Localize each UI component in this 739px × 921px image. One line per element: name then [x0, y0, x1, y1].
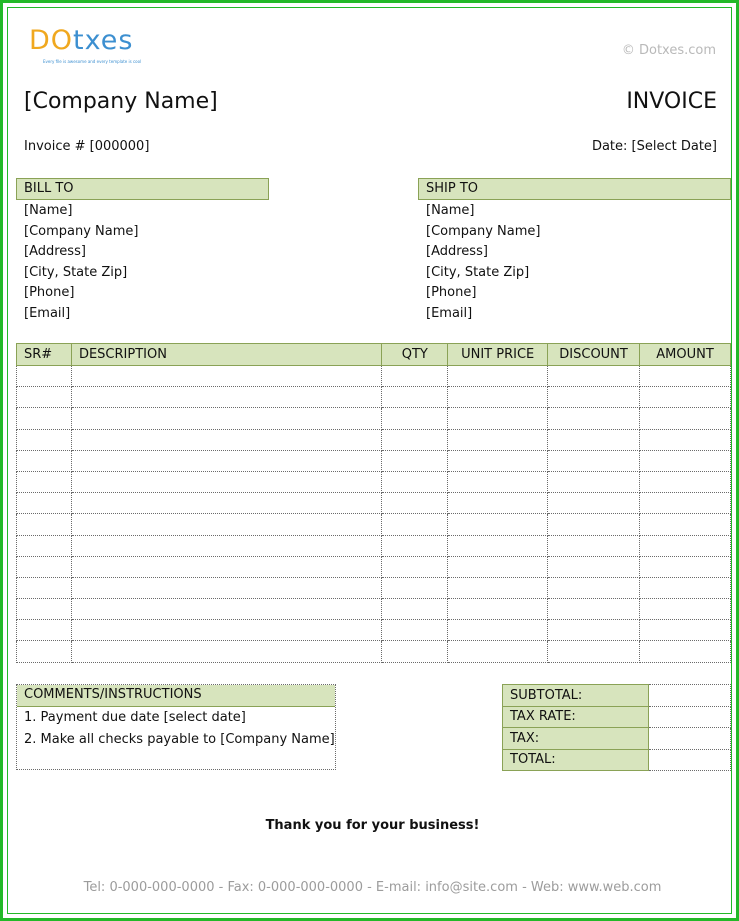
- table-row: [17, 599, 731, 620]
- cell-discount[interactable]: [548, 471, 640, 492]
- invoice-date: Date: [Select Date]: [591, 139, 717, 154]
- table-row: [17, 641, 731, 662]
- cell-unit-price[interactable]: [448, 408, 548, 429]
- cell-qty[interactable]: [382, 620, 448, 641]
- table-row: [17, 620, 731, 641]
- logo-part2: txes: [73, 25, 134, 56]
- table-row: [17, 471, 731, 492]
- cell-qty[interactable]: [382, 535, 448, 556]
- logo-tagline: Every file is awesome and every template is cool: [43, 59, 142, 64]
- ship-to-company: [Company Name]: [426, 223, 541, 239]
- table-row: [17, 535, 731, 556]
- col-qty: QTY: [382, 344, 448, 366]
- dotxes-logo: [29, 27, 133, 54]
- cell-sr[interactable]: [17, 514, 72, 535]
- cell-description[interactable]: [71, 450, 381, 471]
- thank-you-message: Thank you for your business!: [265, 818, 480, 833]
- cell-unit-price[interactable]: [448, 387, 548, 408]
- cell-sr[interactable]: [17, 535, 72, 556]
- items-body: [17, 366, 731, 663]
- cell-qty[interactable]: [382, 599, 448, 620]
- cell-qty[interactable]: [382, 493, 448, 514]
- cell-qty[interactable]: [382, 641, 448, 662]
- tax-row: [503, 728, 731, 750]
- ship-to-address: [Address]: [426, 244, 488, 259]
- tax-rate-row: [503, 706, 731, 728]
- cell-amount[interactable]: [640, 387, 731, 408]
- ship-to-name: [Name]: [426, 203, 475, 218]
- cell-sr[interactable]: [17, 620, 72, 641]
- col-discount: DISCOUNT: [548, 344, 640, 366]
- cell-discount[interactable]: [548, 408, 640, 429]
- cell-amount[interactable]: [640, 599, 731, 620]
- cell-unit-price[interactable]: [448, 429, 548, 450]
- cell-unit-price[interactable]: [448, 514, 548, 535]
- cell-discount[interactable]: [548, 641, 640, 662]
- cell-sr[interactable]: [17, 450, 72, 471]
- cell-unit-price[interactable]: [448, 620, 548, 641]
- table-row: [17, 387, 731, 408]
- ship-to-block: [426, 201, 540, 324]
- bill-to-city: [City, State Zip]: [24, 264, 128, 280]
- cell-discount[interactable]: [548, 429, 640, 450]
- col-unit-price: UNIT PRICE: [448, 344, 548, 366]
- cell-qty[interactable]: [382, 514, 448, 535]
- cell-unit-price[interactable]: [448, 493, 548, 514]
- cell-unit-price[interactable]: [448, 556, 548, 577]
- copyright-text: © Dotxes.com: [621, 43, 716, 58]
- subtotal-row: [503, 685, 731, 707]
- col-sr: SR#: [17, 344, 72, 366]
- table-row: [17, 577, 731, 598]
- cell-unit-price[interactable]: [448, 450, 548, 471]
- comments-box: [16, 684, 336, 770]
- cell-sr[interactable]: [17, 641, 72, 662]
- bill-to-address: [Address]: [24, 244, 86, 259]
- table-row: [17, 408, 731, 429]
- cell-qty[interactable]: [382, 556, 448, 577]
- cell-sr[interactable]: [17, 599, 72, 620]
- cell-description[interactable]: [71, 641, 381, 662]
- cell-discount[interactable]: [548, 599, 640, 620]
- bill-to-block: [24, 201, 138, 324]
- table-row: [17, 450, 731, 471]
- total-row: [503, 749, 731, 771]
- items-table: [16, 343, 731, 663]
- cell-qty[interactable]: [382, 366, 448, 387]
- cell-sr[interactable]: [17, 556, 72, 577]
- cell-description[interactable]: [71, 556, 381, 577]
- comment-line-1[interactable]: 1. Payment due date [select date]: [24, 710, 246, 725]
- comment-line-2[interactable]: 2. Make all checks payable to [Company Name]: [24, 732, 335, 747]
- bill-to-company: [Company Name]: [24, 223, 139, 239]
- cell-qty[interactable]: [382, 577, 448, 598]
- cell-qty[interactable]: [382, 387, 448, 408]
- cell-sr[interactable]: [17, 366, 72, 387]
- cell-description[interactable]: [71, 429, 381, 450]
- cell-amount[interactable]: [640, 641, 731, 662]
- bill-to-header: BILL TO: [16, 178, 269, 200]
- cell-amount[interactable]: [640, 556, 731, 577]
- cell-sr[interactable]: [17, 493, 72, 514]
- cell-unit-price[interactable]: [448, 641, 548, 662]
- table-row: [17, 556, 731, 577]
- cell-amount[interactable]: [640, 429, 731, 450]
- subtotal-value[interactable]: [649, 685, 731, 707]
- cell-amount[interactable]: [640, 577, 731, 598]
- bill-to-name: [Name]: [24, 203, 73, 218]
- cell-discount[interactable]: [548, 387, 640, 408]
- cell-amount[interactable]: [640, 471, 731, 492]
- cell-description[interactable]: [71, 366, 381, 387]
- total-label: TOTAL:: [503, 749, 649, 771]
- bill-to-email: [Email]: [24, 305, 71, 321]
- contact-footer: Tel: 0-000-000-0000 - Fax: 0-000-000-0000 - E-mail: info@site.com - Web: www.web.com: [83, 880, 662, 895]
- cell-unit-price[interactable]: [448, 535, 548, 556]
- company-name-heading: [Company Name]: [24, 89, 218, 114]
- cell-discount[interactable]: [548, 366, 640, 387]
- table-row: [17, 493, 731, 514]
- cell-sr[interactable]: [17, 429, 72, 450]
- table-row: [17, 429, 731, 450]
- ship-to-phone: [Phone]: [426, 285, 477, 300]
- totals-table: [502, 684, 731, 771]
- ship-to-header: SHIP TO: [418, 178, 731, 200]
- cell-description[interactable]: [71, 620, 381, 641]
- cell-description[interactable]: [71, 514, 381, 535]
- tax-rate-label: TAX RATE:: [503, 706, 649, 728]
- invoice-title: INVOICE: [626, 89, 717, 114]
- cell-discount[interactable]: [548, 514, 640, 535]
- comments-header: COMMENTS/INSTRUCTIONS: [17, 685, 335, 707]
- tax-label: TAX:: [503, 728, 649, 750]
- invoice-number: Invoice # [000000]: [24, 139, 150, 154]
- cell-sr[interactable]: [17, 577, 72, 598]
- cell-amount[interactable]: [640, 366, 731, 387]
- cell-discount[interactable]: [548, 556, 640, 577]
- cell-discount[interactable]: [548, 535, 640, 556]
- subtotal-label: SUBTOTAL:: [503, 685, 649, 707]
- cell-unit-price[interactable]: [448, 599, 548, 620]
- cell-qty[interactable]: [382, 429, 448, 450]
- cell-discount[interactable]: [548, 620, 640, 641]
- tax-value[interactable]: [649, 728, 731, 750]
- cell-discount[interactable]: [548, 493, 640, 514]
- cell-unit-price[interactable]: [448, 471, 548, 492]
- logo-part1: DO: [29, 25, 74, 56]
- total-value[interactable]: [649, 749, 731, 771]
- cell-qty[interactable]: [382, 471, 448, 492]
- cell-unit-price[interactable]: [448, 366, 548, 387]
- items-header-row: [17, 344, 731, 366]
- cell-description[interactable]: [71, 471, 381, 492]
- table-row: [17, 514, 731, 535]
- cell-description[interactable]: [71, 577, 381, 598]
- cell-sr[interactable]: [17, 387, 72, 408]
- ship-to-city: [City, State Zip]: [426, 264, 530, 280]
- cell-description[interactable]: [71, 599, 381, 620]
- cell-sr[interactable]: [17, 408, 72, 429]
- table-row: [17, 366, 731, 387]
- cell-amount[interactable]: [640, 493, 731, 514]
- cell-unit-price[interactable]: [448, 577, 548, 598]
- cell-amount[interactable]: [640, 535, 731, 556]
- cell-amount[interactable]: [640, 620, 731, 641]
- cell-amount[interactable]: [640, 450, 731, 471]
- cell-description[interactable]: [71, 535, 381, 556]
- col-description: DESCRIPTION: [71, 344, 381, 366]
- cell-discount[interactable]: [548, 577, 640, 598]
- ship-to-email: [Email]: [426, 305, 473, 321]
- cell-discount[interactable]: [548, 450, 640, 471]
- cell-qty[interactable]: [382, 408, 448, 429]
- cell-qty[interactable]: [382, 450, 448, 471]
- cell-amount[interactable]: [640, 514, 731, 535]
- bill-to-phone: [Phone]: [24, 285, 75, 300]
- tax-rate-value[interactable]: [649, 706, 731, 728]
- cell-description[interactable]: [71, 408, 381, 429]
- col-amount: AMOUNT: [640, 344, 731, 366]
- cell-description[interactable]: [71, 387, 381, 408]
- cell-description[interactable]: [71, 493, 381, 514]
- cell-amount[interactable]: [640, 408, 731, 429]
- cell-sr[interactable]: [17, 471, 72, 492]
